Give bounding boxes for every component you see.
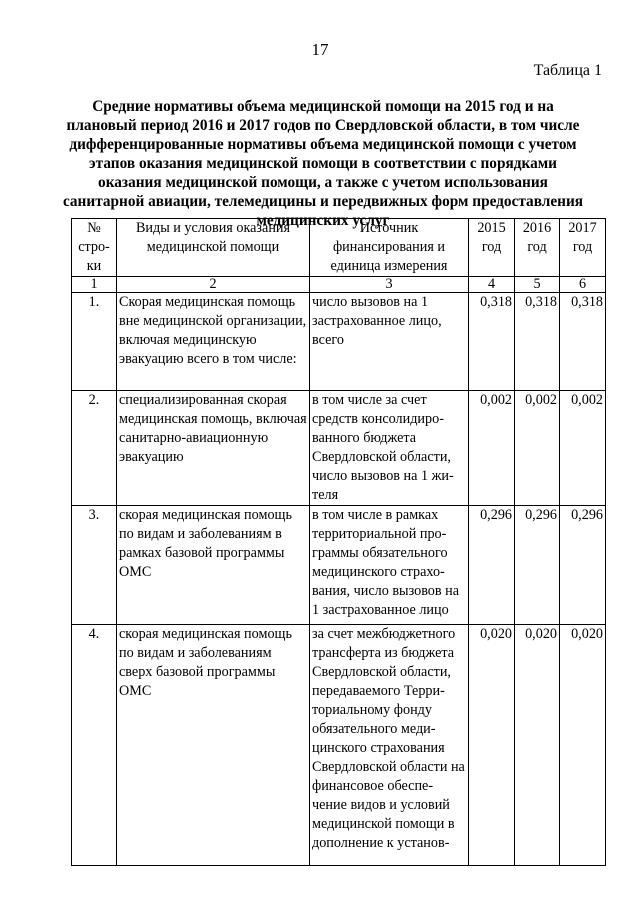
document-title: Средние нормативы объема медицинской помощи на 2015 год и на плановый период 2016 и 2017 годов по Свердловской области, в том числе дифференцированные нормативы объема медицинской помощи с учетом этапов оказания медицинской помощи в соответствии с порядками оказания медицинской помощи, а также с учетом использования санитарной авиации, телемедицины и передвижных форм предоставления медицинских услуг — [62, 98, 584, 229]
care-kind-cell: специализированная скорая медицинская помощь, включая санитарно-авиационную эвакуацию — [117, 391, 310, 506]
funding-source-cell: за счет межбюджетного трансферта из бюджета Свердловской области, передаваемого Терри-ториальному фонду обязательного меди-цинского страхования Свердловской области на финансовое обеспе-чение видов и условий медицинской помощи в дополнение к установ- — [310, 625, 469, 866]
table-row — [72, 391, 606, 506]
header-care-kind: Виды и условия оказания медицинской помощи — [117, 219, 310, 277]
header-row-number: № стро- ки — [72, 219, 117, 277]
norms-table — [71, 218, 606, 866]
row-number-cell: 1. — [72, 293, 117, 391]
value-2016-cell: 0,002 — [515, 391, 560, 506]
header-year-2015: 2015 год — [469, 219, 515, 277]
table-row — [72, 506, 606, 625]
header-year-2016: 2016 год — [515, 219, 560, 277]
row-number-cell: 2. — [72, 391, 117, 506]
column-number: 1 — [72, 277, 117, 293]
row-number-cell: 4. — [72, 625, 117, 866]
table-header-row — [72, 219, 606, 277]
header-funding-source: Источник финансирования и единица измерения — [310, 219, 469, 277]
care-kind-cell: Скорая медицинская помощь вне медицинской организации, включая медицинскую эвакуацию всего в том числе: — [117, 293, 310, 391]
row-number-cell: 3. — [72, 506, 117, 625]
care-kind-cell: скорая медицинская помощь по видам и заболеваниям сверх базовой программы ОМС — [117, 625, 310, 866]
page-number: 17 — [311, 40, 329, 59]
value-2015-cell: 0,002 — [469, 391, 515, 506]
value-2015-cell: 0,020 — [469, 625, 515, 866]
header-year-2017: 2017 год — [560, 219, 606, 277]
column-number-row — [72, 277, 606, 293]
value-2017-cell: 0,296 — [560, 506, 606, 625]
value-2016-cell: 0,296 — [515, 506, 560, 625]
value-2016-cell: 0,318 — [515, 293, 560, 391]
table-row — [72, 293, 606, 391]
column-number: 3 — [310, 277, 469, 293]
value-2016-cell: 0,020 — [515, 625, 560, 866]
column-number: 4 — [469, 277, 515, 293]
care-kind-cell: скорая медицинская помощь по видам и заболеваниям в рамках базовой программы ОМС — [117, 506, 310, 625]
table-caption: Таблица 1 — [533, 62, 602, 79]
value-2015-cell: 0,318 — [469, 293, 515, 391]
column-number: 6 — [560, 277, 606, 293]
column-number: 5 — [515, 277, 560, 293]
column-number: 2 — [117, 277, 310, 293]
funding-source-cell: число вызовов на 1 застрахованное лицо, всего — [310, 293, 469, 391]
value-2017-cell: 0,020 — [560, 625, 606, 866]
value-2015-cell: 0,296 — [469, 506, 515, 625]
funding-source-cell: в том числе в рамках территориальной про-граммы обязательного медицинского страхо-вания, число вызовов на 1 застрахованное лицо — [310, 506, 469, 625]
value-2017-cell: 0,318 — [560, 293, 606, 391]
value-2017-cell: 0,002 — [560, 391, 606, 506]
table-row — [72, 625, 606, 866]
funding-source-cell: в том числе за счет средств консолидиро-ванного бюджета Свердловской области, число вызовов на 1 жи-теля — [310, 391, 469, 506]
